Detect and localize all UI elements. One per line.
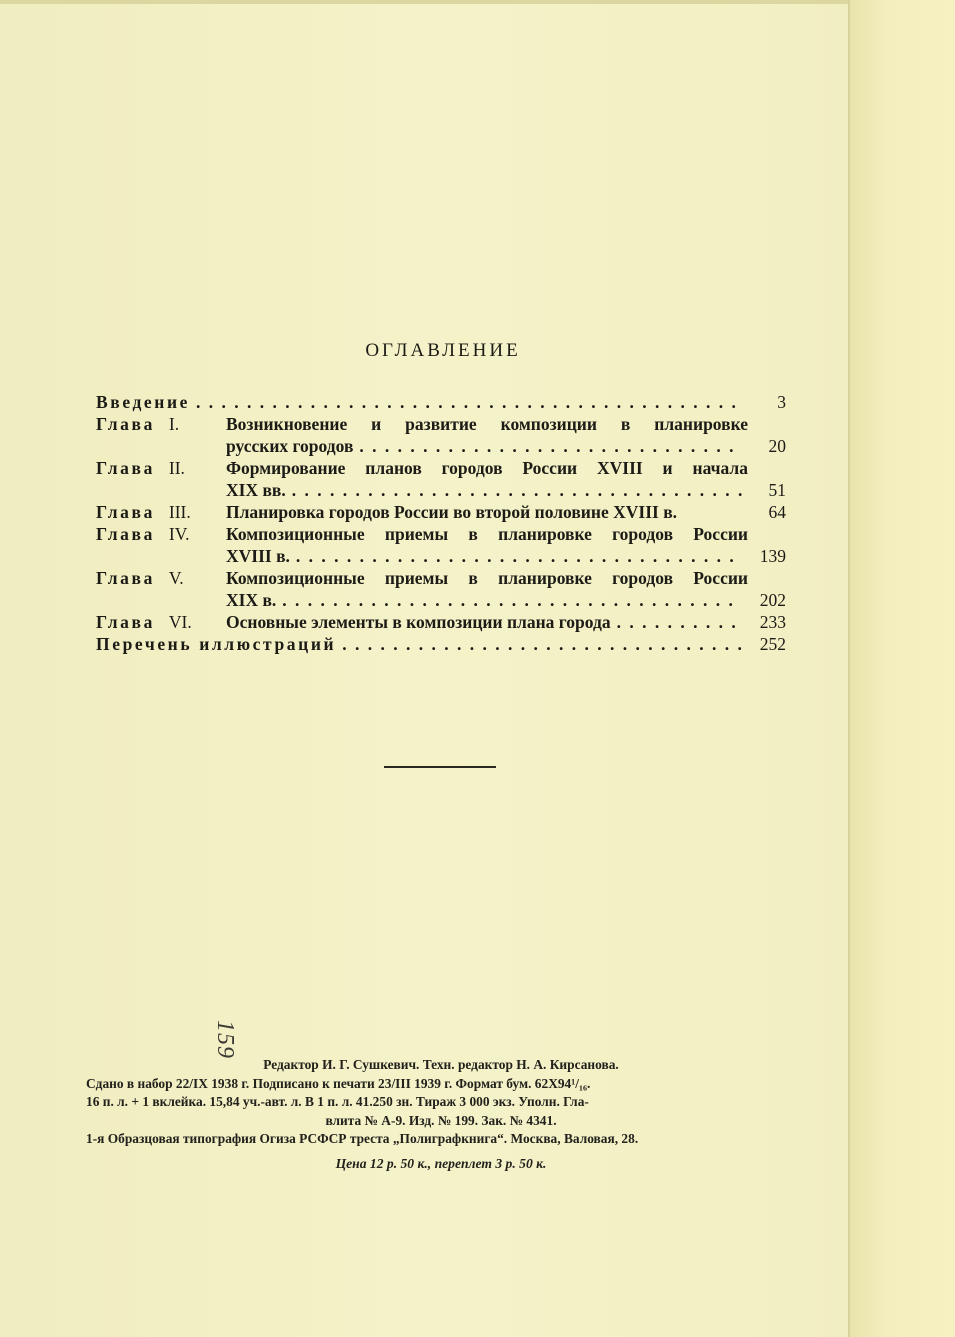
leader-dots: [196, 392, 742, 413]
toc-title-line: Композиционные приемы в планировке городов России: [226, 568, 748, 589]
toc-label: Глава IV.: [96, 524, 190, 545]
imprint-price: Цена 12 р. 50 к., переплет 3 р. 50 к.: [335, 1155, 547, 1171]
toc-page-number: 51: [768, 479, 786, 500]
toc-entry-illustrations: [96, 634, 786, 655]
imprint-print-details: Сдано в набор 22/IX 1938 г. Подписано к печати 23/III 1939 г. Формат бум. 62Х94¹/₁₆.: [86, 1075, 591, 1091]
toc-title-line: XIX вв.: [226, 479, 286, 500]
toc-entry-chapter-6: [96, 612, 786, 633]
toc-title-line: русских городов: [226, 435, 354, 456]
toc-label: Глава VI.: [96, 612, 192, 633]
toc-title-line: Формирование планов городов России XVIII и начала: [226, 458, 748, 479]
toc-entry-chapter-4: [96, 524, 786, 567]
toc-label: Введение: [96, 392, 191, 412]
page-top-edge: [0, 0, 955, 4]
toc-page-number: 233: [759, 612, 786, 633]
imprint-editors: Редактор И. Г. Сушкевич. Техн. редактор Н. А. Кирсанова.: [263, 1057, 619, 1072]
toc-label: Глава II.: [96, 458, 185, 479]
toc-page-number: 64: [768, 502, 786, 523]
toc-page-number: 139: [759, 545, 786, 566]
leader-dots: [342, 634, 742, 655]
leader-dots: [359, 436, 742, 457]
facing-page-edge: [848, 0, 955, 1337]
toc-label: Глава I.: [96, 414, 180, 435]
toc-title-line: Основные элементы в композиции плана города: [226, 612, 611, 633]
toc-page-number: 202: [759, 589, 786, 610]
table-of-contents: [96, 392, 786, 657]
toc-page-number: 252: [759, 634, 786, 655]
leader-dots: [282, 590, 742, 611]
toc-label: Перечень иллюстраций: [96, 634, 337, 655]
toc-title-line: Возникновение и развитие композиции в планировке: [226, 414, 748, 435]
handwritten-stamp-number: 159: [212, 1020, 238, 1059]
toc-page-number: 3: [777, 392, 786, 412]
leader-dots: [292, 480, 742, 501]
toc-label: Глава V.: [96, 568, 184, 589]
toc-label: Глава III.: [96, 502, 191, 523]
toc-entry-chapter-3: [96, 502, 786, 523]
toc-title-line: Планировка городов России во второй половине XVIII в.: [226, 502, 678, 523]
leader-dots: [617, 612, 742, 633]
section-divider: [384, 766, 496, 768]
toc-title-line: Композиционные приемы в планировке городов России: [226, 524, 748, 545]
toc-title-line: XVIII в.: [226, 545, 290, 566]
toc-title-line: XIX в.: [226, 589, 277, 610]
imprint-order: влита № А-9. Изд. № 199. Зак. № 4341.: [325, 1112, 557, 1128]
toc-entry-introduction: [96, 392, 786, 413]
toc-title: ОГЛАВЛЕНИЕ: [365, 340, 521, 361]
toc-entry-chapter-5: [96, 568, 786, 611]
toc-entry-chapter-2: [96, 458, 786, 501]
publication-imprint: [86, 1056, 796, 1174]
toc-entry-chapter-1: [96, 414, 786, 457]
leader-dots: [296, 546, 742, 567]
imprint-printer: 1-я Образцовая типография Огиза РСФСР треста „Полиграфкнига“. Москва, Валовая, 28.: [86, 1131, 639, 1147]
imprint-print-run: 16 п. л. + 1 вклейка. 15,84 уч.-авт. л. В 1 п. л. 41.250 зн. Тираж 3 000 экз. Уполн. Гла-: [86, 1094, 589, 1110]
toc-page-number: 20: [768, 435, 786, 456]
